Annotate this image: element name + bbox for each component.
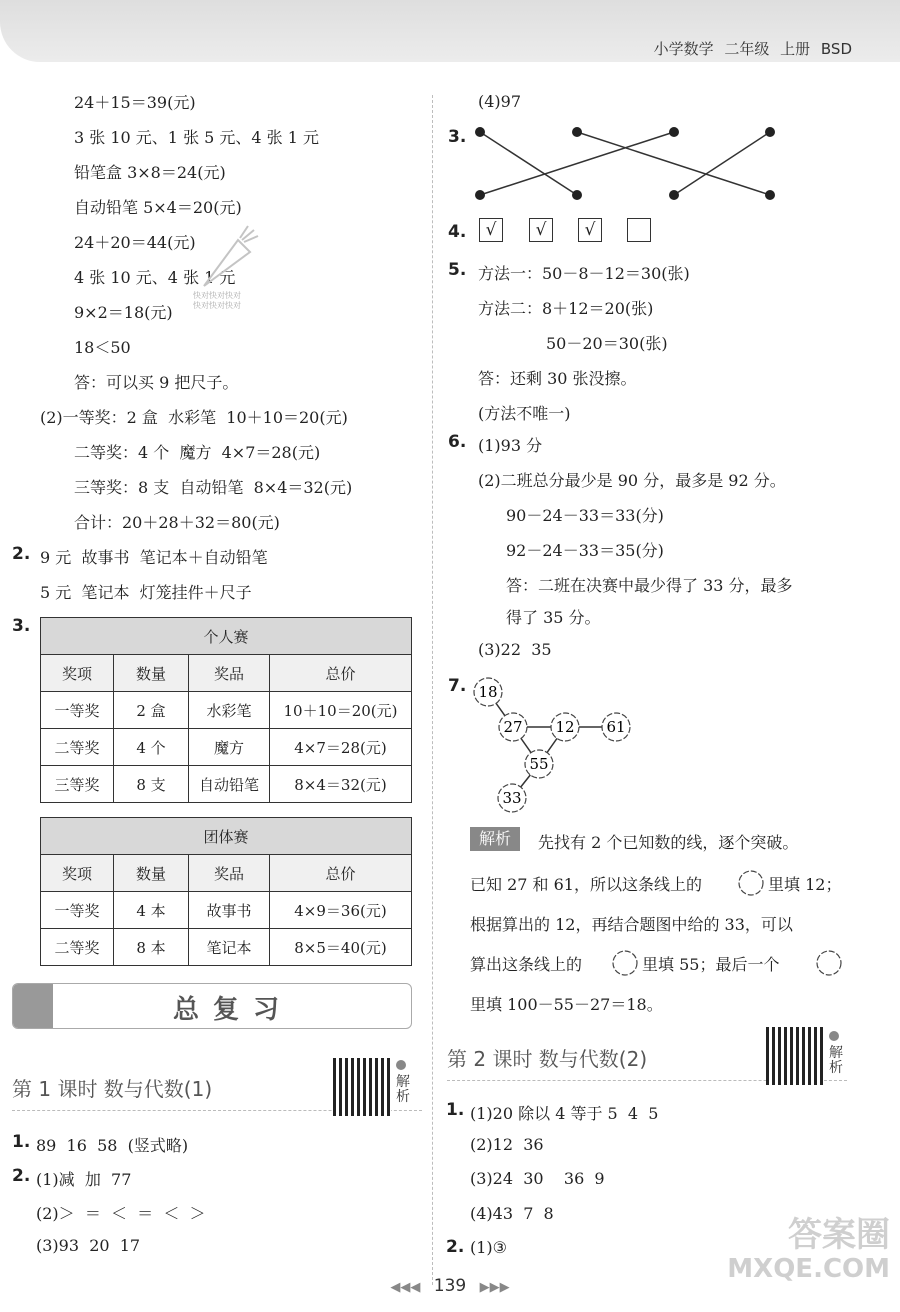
carrot-caption: 快对快对快对 快对快对快对 [193, 291, 241, 310]
text-line: 铅笔盒 3×8＝24(元) [74, 163, 226, 182]
flower-blank-icon [610, 948, 640, 978]
text-line: 二等奖：4 个 魔方 4×7＝28(元) [74, 443, 321, 462]
flower-blank-icon [814, 948, 844, 978]
table-cell: 10＋10＝20(元) [270, 692, 412, 729]
table-header: 数量 [114, 655, 189, 692]
text-line: 18＜50 [74, 338, 131, 357]
text-line: (4)97 [478, 92, 522, 111]
flower-node [498, 784, 526, 812]
page-number: 139 [433, 1276, 467, 1296]
flower-value: 61 [606, 718, 626, 736]
text-line: 89 16 58 (竖式略) [36, 1136, 189, 1155]
review-banner [12, 983, 412, 1029]
table-cell: 4 本 [114, 892, 189, 929]
flower-node [602, 713, 630, 741]
question-number: 2. [446, 1237, 465, 1257]
question-number: 2. [12, 544, 31, 564]
prev-arrows-icon: ◀◀◀ [390, 1280, 421, 1295]
table-header: 奖品 [189, 855, 270, 892]
text-line: 3 张 10 元、1 张 5 元、4 张 1 元 [74, 128, 320, 147]
lesson-title: 第 2 课时 数与代数(2) [447, 1047, 648, 1071]
flower-blank-icon [736, 868, 766, 898]
table-cell: 4×9＝36(元) [270, 892, 412, 929]
table-cell: 二等奖 [41, 929, 114, 966]
flower-value: 12 [555, 718, 575, 736]
question-number: 1. [12, 1132, 31, 1152]
lesson-title: 第 1 课时 数与代数(1) [12, 1077, 213, 1101]
text-line: (3)22 35 [478, 640, 552, 659]
table-header: 总价 [270, 855, 412, 892]
text-line: 方法二：8＋12＝20(张) [478, 299, 654, 318]
text-line: (3)93 20 17 [36, 1236, 141, 1255]
flower-number-diagram [466, 672, 646, 817]
header-band [0, 0, 900, 62]
checkbox: √ [479, 218, 503, 242]
carrot-watermark-icon [190, 222, 260, 292]
table-header: 总价 [270, 655, 412, 692]
table-header: 奖项 [41, 855, 114, 892]
analysis-line: 算出这条线上的 [470, 955, 583, 974]
play-icon [829, 1031, 839, 1041]
text-line: (3)24 30 36 9 [470, 1169, 605, 1188]
table-row [41, 766, 412, 803]
review-banner-tab [13, 984, 53, 1028]
question-number: 2. [12, 1166, 31, 1186]
qr-label: 解析 [829, 1045, 843, 1076]
text-line: 答：可以买 9 把尺子。 [74, 373, 239, 392]
text-line: 24＋15＝39(元) [74, 93, 196, 112]
flower-node [551, 713, 579, 741]
table-cell: 自动铅笔 [189, 766, 270, 803]
text-line: (4)43 7 8 [470, 1204, 554, 1223]
text-line: (2)一等奖：2 盒 水彩笔 10＋10＝20(元) [40, 408, 348, 427]
text-line: 90－24－33＝33(分) [506, 506, 664, 525]
table-row [41, 892, 412, 929]
text-line: (2)二班总分最少是 90 分，最多是 92 分。 [478, 471, 786, 490]
table-cell: 4 个 [114, 729, 189, 766]
qr-label: 解析 [396, 1074, 410, 1105]
question-number: 1. [446, 1100, 465, 1120]
play-icon [396, 1060, 406, 1070]
table-header: 数量 [114, 855, 189, 892]
table-caption: 个人赛 [41, 618, 412, 655]
question-number: 7. [448, 676, 467, 696]
table-team [40, 817, 412, 966]
question-number: 3. [448, 127, 467, 147]
flower-value: 18 [478, 683, 498, 701]
question-number: 6. [448, 432, 467, 452]
text-line: 答：二班在决赛中最少得了 33 分，最多 [506, 576, 793, 595]
table-cell: 三等奖 [41, 766, 114, 803]
text-line: 方法一：50－8－12＝30(张) [478, 264, 690, 283]
question-number: 3. [12, 616, 31, 636]
text-line: 答：还剩 30 张没擦。 [478, 369, 637, 388]
text-line: 合计：20＋28＋32＝80(元) [74, 513, 280, 532]
flower-node [499, 713, 527, 741]
flower-value: 27 [503, 718, 523, 736]
review-title: 总复习 [173, 995, 294, 1025]
text-line: 9×2＝18(元) [74, 303, 173, 322]
qr-code-icon[interactable] [766, 1027, 824, 1085]
table-cell: 8 本 [114, 929, 189, 966]
text-line: 9 元 故事书 笔记本＋自动铅笔 [40, 548, 268, 567]
table-cell: 8×5＝40(元) [270, 929, 412, 966]
table-cell: 8 支 [114, 766, 189, 803]
analysis-badge: 解析 [470, 827, 520, 851]
question-number: 4. [448, 222, 467, 242]
flower-node [525, 750, 553, 778]
text-line: (2)＞ ＝ ＜ ＝ ＜ ＞ [36, 1204, 206, 1223]
flower-node [474, 678, 502, 706]
text-line: (1)93 分 [478, 436, 543, 455]
analysis-line: 里填 12； [768, 875, 842, 894]
table-header: 奖品 [189, 655, 270, 692]
table-cell: 8×4＝32(元) [270, 766, 412, 803]
flower-value: 33 [502, 789, 522, 807]
text-line: 50－20＝30(张) [546, 334, 668, 353]
text-line: 24＋20＝44(元) [74, 233, 196, 252]
text-line: 92－24－33＝35(分) [506, 541, 664, 560]
analysis-line: 根据算出的 12，再结合题图中给的 33，可以 [470, 915, 793, 934]
text-line: 三等奖：8 支 自动铅笔 8×4＝32(元) [74, 478, 353, 497]
text-line: 5 元 笔记本 灯笼挂件＋尺子 [40, 583, 252, 602]
table-row [41, 729, 412, 766]
analysis-line: 已知 27 和 61，所以这条线上的 [470, 875, 702, 894]
flower-value: 55 [529, 755, 549, 773]
table-cell: 二等奖 [41, 729, 114, 766]
table-cell: 水彩笔 [189, 692, 270, 729]
table-cell: 笔记本 [189, 929, 270, 966]
question-number: 5. [448, 260, 467, 280]
analysis-line: 先找有 2 个已知数的线，逐个突破。 [538, 833, 799, 852]
text-line: 得了 35 分。 [506, 608, 601, 627]
analysis-line: 里填 100－55－27＝18。 [470, 995, 663, 1014]
text-line: (1)20 除以 4 等于 5 4 5 [470, 1104, 659, 1123]
table-cell: 4×7＝28(元) [270, 729, 412, 766]
text-line: (1)③ [470, 1238, 508, 1257]
table-cell: 2 盒 [114, 692, 189, 729]
table-cell: 故事书 [189, 892, 270, 929]
column-divider [432, 95, 433, 1285]
table-cell: 魔方 [189, 729, 270, 766]
text-line: 4 张 10 元、4 张 1 元 [74, 268, 236, 287]
table-cell: 一等奖 [41, 692, 114, 729]
site-watermark: 答案圈 MXQE.COM [727, 1215, 890, 1284]
analysis-line: 里填 55；最后一个 [642, 955, 780, 974]
checkbox: √ [578, 218, 602, 242]
text-line: (2)12 36 [470, 1135, 544, 1154]
table-row [41, 692, 412, 729]
next-arrows-icon: ▶▶▶ [479, 1280, 510, 1295]
table-row [41, 929, 412, 966]
text-line: (方法不唯一) [478, 404, 571, 423]
text-line: 自动铅笔 5×4＝20(元) [74, 198, 242, 217]
checkbox [627, 218, 651, 242]
matching-lines-diagram [470, 122, 780, 207]
qr-code-icon[interactable] [333, 1058, 391, 1116]
header-text: 小学数学 二年级 上册 BSD [653, 40, 852, 58]
checkbox: √ [529, 218, 553, 242]
table-caption: 团体赛 [41, 818, 412, 855]
table-cell: 一等奖 [41, 892, 114, 929]
text-line: (1)减 加 77 [36, 1170, 132, 1189]
table-individual [40, 617, 412, 803]
table-header: 奖项 [41, 655, 114, 692]
